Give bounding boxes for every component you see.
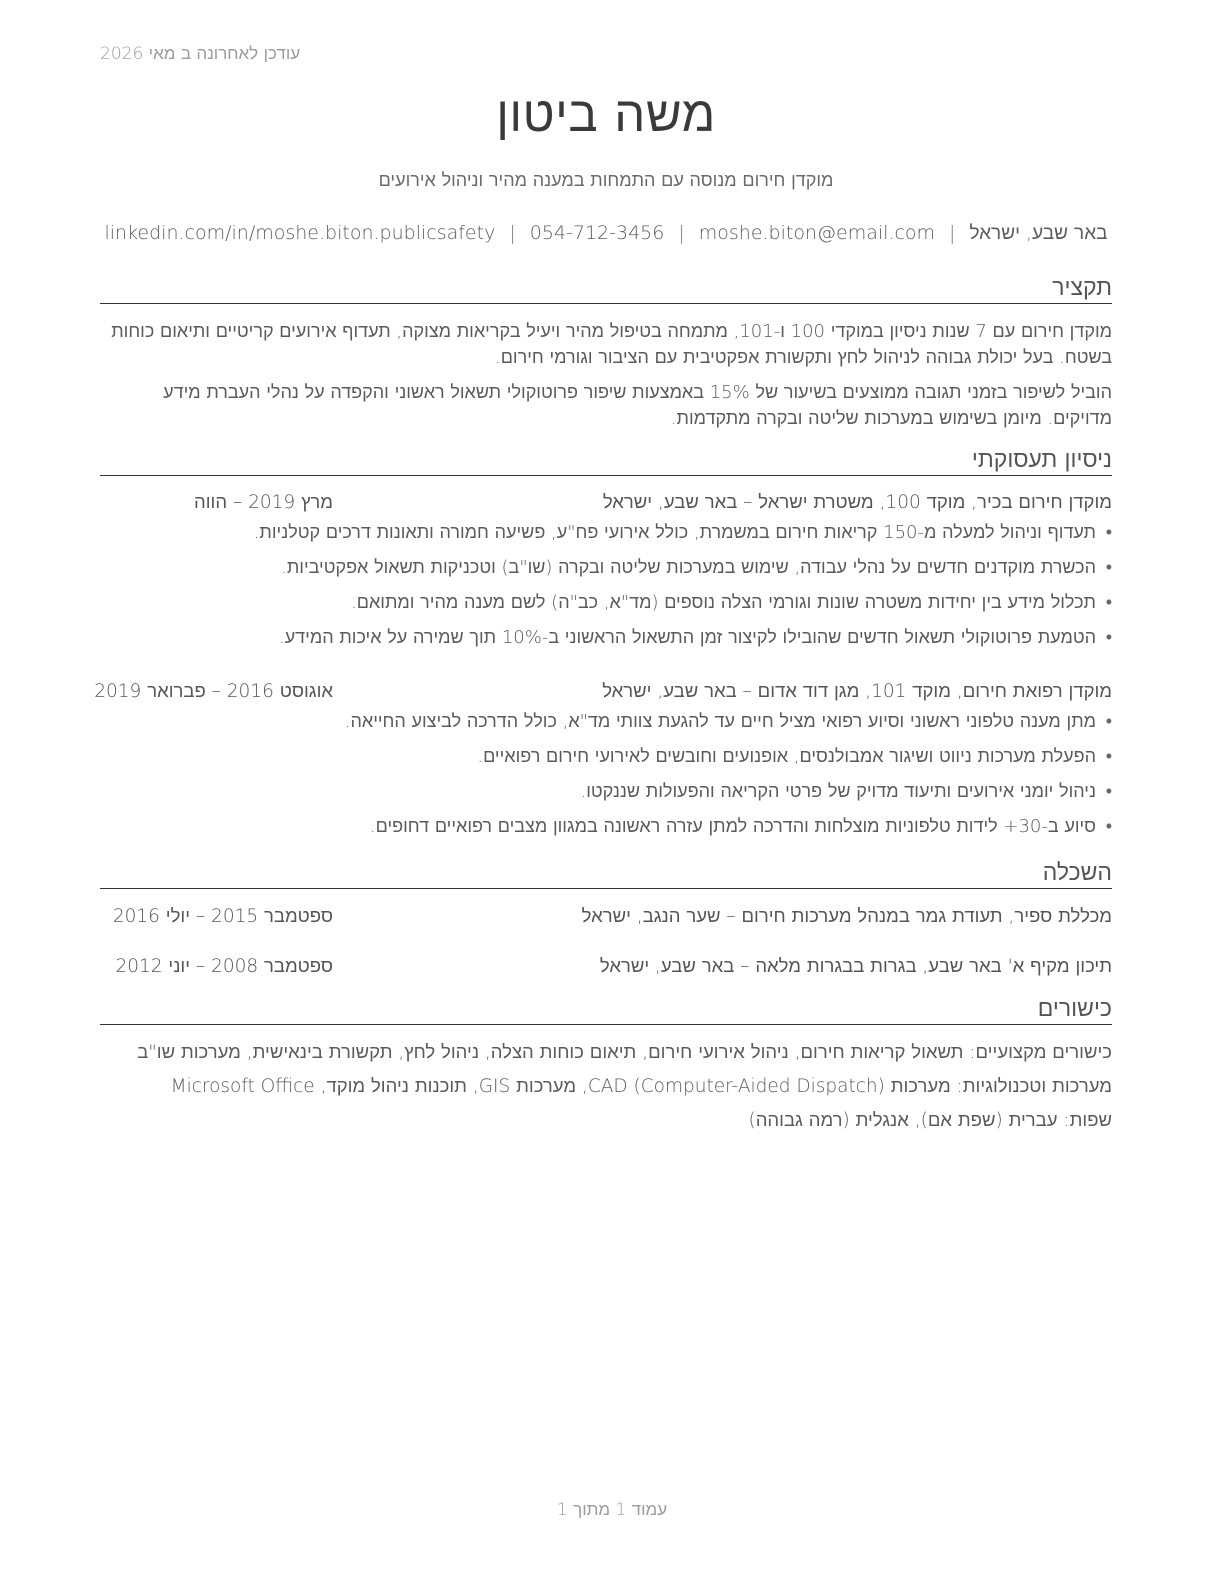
contact-phone[interactable]: 054-712-3456 <box>529 222 665 244</box>
job-dates: אוגוסט 2016 – פברואר 2019 <box>94 681 333 702</box>
skills-line-languages: שפות: עברית (שפת אם), אנגלית (רמה גבוהה) <box>748 1110 1112 1131</box>
job-header <box>94 680 1112 706</box>
job-dates: מרץ 2019 – הווה <box>194 492 333 513</box>
job-header <box>100 491 1112 517</box>
contact-linkedin[interactable]: linkedin.com/in/moshe.biton.publicsafety <box>104 222 496 244</box>
job-bullet: • סיוע ב-30+ לידות טלפוניות מוצלחות והדרכה למתן עזרה ראשונה במגוון מצבים רפואיים דחופים. <box>100 816 1112 851</box>
contact-email[interactable]: moshe.biton@email.com <box>698 222 936 244</box>
section-title-education: השכלה <box>100 859 1112 889</box>
job-bullet: • הכשרת מוקדנים חדשים על נהלי עבודה, שימוש במערכות שליטה ובקרה (שו"ב) וטכניקות תשאול אפקטיביות. <box>100 557 1112 592</box>
education-item <box>100 905 1112 931</box>
candidate-tagline: מוקדן חירום מנוסה עם התמחות במענה מהיר וניהול אירועים <box>378 170 834 191</box>
job-bullets <box>100 522 1112 662</box>
job-bullet: • מתן מענה טלפוני ראשוני וסיוע רפואי מציל חיים עד להגעת צוותי מד"א, כולל הדרכה לביצוע החייאה. <box>100 711 1112 746</box>
job-bullets <box>100 711 1112 851</box>
job-bullet: • ניהול יומני אירועים ותיעוד מדויק של פרטי הקריאה והפעולות שננקטו. <box>100 781 1112 816</box>
education-item <box>100 955 1112 981</box>
summary-paragraph-1: מוקדן חירום עם 7 שנות ניסיון במוקדי 100 ו-101, מתמחה בטיפול מהיר ויעיל בקריאות מצוקה, תעדוף אירועים קריטיים ותיאום כוחות בשטח. בעל יכולת גבוהה לניהול לחץ ותקשורת אפקטיבית עם הציבור וגורמי חירום. <box>111 321 1112 368</box>
contact-separator: | <box>509 222 516 244</box>
contact-line <box>100 222 1112 245</box>
education-dates: ספטמבר 2008 – יוני 2012 <box>115 956 333 977</box>
candidate-name: משה ביטון <box>496 86 716 143</box>
job-bullet: • תעדוף וניהול למעלה מ-150 קריאות חירום במשמרת, כולל אירועי פח"ע, פשיעה חמורה ותאונות דרכים קטלניות. <box>100 522 1112 557</box>
contact-separator: | <box>949 222 956 244</box>
resume-page <box>94 0 1112 1584</box>
page-number: עמוד 1 מתוך 1 <box>556 1500 668 1520</box>
contact-separator: | <box>678 222 685 244</box>
skills-line-technologies: מערכות וטכנולוגיות: מערכות CAD (Computer-Aided Dispatch), מערכות GIS, תוכנות ניהול מוקד, Microsoft Office <box>170 1076 1112 1097</box>
job-role: מוקדן רפואת חירום, מוקד 101, מגן דוד אדום – באר שבע, ישראל <box>602 681 1112 702</box>
job-role: מוקדן חירום בכיר, מוקד 100, משטרת ישראל – באר שבע, ישראל <box>602 492 1112 513</box>
last-updated: עודכן לאחרונה ב מאי 2026 <box>100 44 301 64</box>
contact-location: באר שבע, ישראל <box>969 222 1108 244</box>
section-title-experience: ניסיון תעסוקתי <box>100 446 1112 476</box>
education-name: תיכון מקיף א' באר שבע, בגרות בבגרות מלאה – באר שבע, ישראל <box>599 956 1112 977</box>
job-bullet: • תכלול מידע בין יחידות משטרה שונות וגורמי הצלה נוספים (מד"א, כב"ה) לשם מענה מהיר ומתואם. <box>100 592 1112 627</box>
job-bullet: • הטמעת פרוטוקולי תשאול חדשים שהובילו לקיצור זמן התשאול הראשוני ב-10% תוך שמירה על איכות המידע. <box>100 627 1112 662</box>
skills-line-professional: כישורים מקצועיים: תשאול קריאות חירום, ניהול אירועי חירום, תיאום כוחות הצלה, ניהול לחץ, תקשורת בינאישית, מערכות שו"ב <box>137 1042 1112 1063</box>
job-bullet: • הפעלת מערכות ניווט ושיגור אמבולנסים, אופנועים וחובשים לאירועי חירום רפואיים. <box>100 746 1112 781</box>
education-name: מכללת ספיר, תעודת גמר במנהל מערכות חירום – שער הנגב, ישראל <box>581 906 1112 927</box>
education-dates: ספטמבר 2015 – יולי 2016 <box>112 906 333 927</box>
section-title-skills: כישורים <box>100 995 1112 1025</box>
summary-paragraph-2: הוביל לשיפור בזמני תגובה ממוצעים בשיעור של 15% באמצעות שיפור פרוטוקולי תשאול ראשוני והקפדה על נהלי העברת מידע מדויקים. מיומן בשימוש במערכות שליטה ובקרה מתקדמות. <box>163 382 1112 429</box>
section-title-summary: תקציר <box>100 274 1112 304</box>
